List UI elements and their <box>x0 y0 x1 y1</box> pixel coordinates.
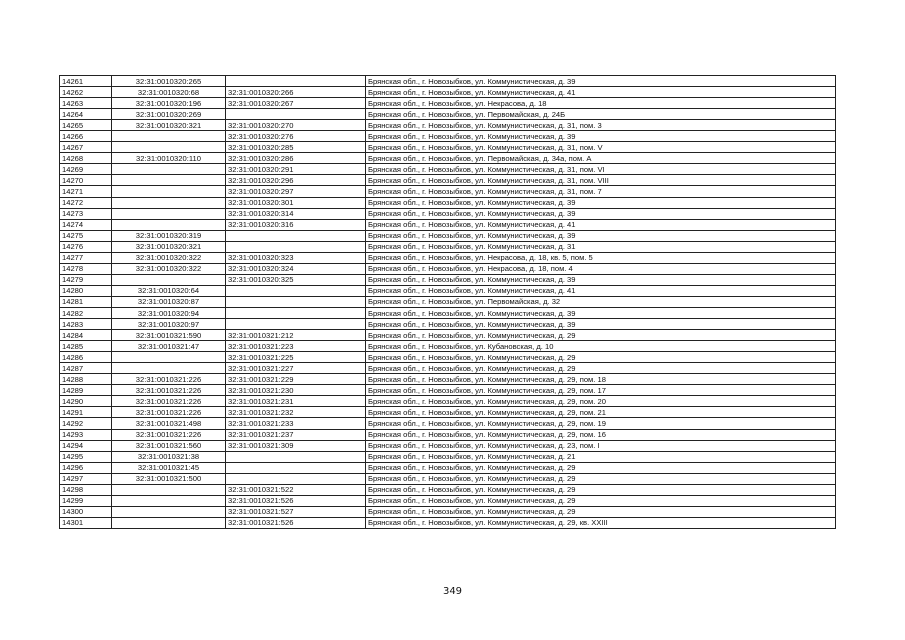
related-cadastral-number-cell: 32:31:0010320:267 <box>226 98 366 109</box>
related-cadastral-number-cell: 32:31:0010320:270 <box>226 120 366 131</box>
row-number-cell: 14273 <box>60 208 112 219</box>
cadastral-number-cell: 32:31:0010320:110 <box>112 153 226 164</box>
table-row <box>60 374 836 385</box>
row-number-cell: 14292 <box>60 418 112 429</box>
cadastral-number-cell: 32:31:0010321:560 <box>112 440 226 451</box>
row-number-cell: 14286 <box>60 352 112 363</box>
address-cell: Брянская обл., г. Новозыбков, ул. Коммунистическая, д. 39 <box>366 208 836 219</box>
row-number-cell: 14263 <box>60 98 112 109</box>
related-cadastral-number-cell: 32:31:0010321:230 <box>226 385 366 396</box>
related-cadastral-number-cell: 32:31:0010321:233 <box>226 418 366 429</box>
table-row <box>60 153 836 164</box>
address-cell: Брянская обл., г. Новозыбков, ул. Коммунистическая, д. 29, пом. 18 <box>366 374 836 385</box>
related-cadastral-number-cell: 32:31:0010321:229 <box>226 374 366 385</box>
row-number-cell: 14294 <box>60 440 112 451</box>
row-number-cell: 14299 <box>60 495 112 506</box>
table-row <box>60 352 836 363</box>
cadastral-number-cell: 32:31:0010320:322 <box>112 252 226 263</box>
table-row <box>60 330 836 341</box>
row-number-cell: 14280 <box>60 285 112 296</box>
address-cell: Брянская обл., г. Новозыбков, ул. Коммунистическая, д. 29, пом. 21 <box>366 407 836 418</box>
table-row <box>60 87 836 98</box>
related-cadastral-number-cell <box>226 285 366 296</box>
cadastral-number-cell <box>112 352 226 363</box>
cadastral-number-cell <box>112 208 226 219</box>
address-cell: Брянская обл., г. Новозыбков, ул. Некрасова, д. 18, пом. 4 <box>366 263 836 274</box>
related-cadastral-number-cell: 32:31:0010320:266 <box>226 87 366 98</box>
row-number-cell: 14264 <box>60 109 112 120</box>
table-row <box>60 440 836 451</box>
address-cell: Брянская обл., г. Новозыбков, ул. Коммунистическая, д. 29 <box>366 495 836 506</box>
row-number-cell: 14297 <box>60 473 112 484</box>
cadastral-number-cell <box>112 363 226 374</box>
cadastral-number-cell: 32:31:0010321:226 <box>112 374 226 385</box>
cadastral-number-cell: 32:31:0010321:500 <box>112 473 226 484</box>
address-cell: Брянская обл., г. Новозыбков, ул. Коммунистическая, д. 39 <box>366 319 836 330</box>
cadastral-number-cell: 32:31:0010321:590 <box>112 330 226 341</box>
cadastral-number-cell <box>112 164 226 175</box>
table-row <box>60 307 836 318</box>
address-cell: Брянская обл., г. Новозыбков, ул. Коммунистическая, д. 29, пом. 16 <box>366 429 836 440</box>
address-cell: Брянская обл., г. Новозыбков, ул. Некрасова, д. 18, кв. 5, пом. 5 <box>366 252 836 263</box>
row-number-cell: 14262 <box>60 87 112 98</box>
cadastral-number-cell <box>112 131 226 142</box>
page-number: 349 <box>442 586 463 597</box>
cadastral-number-cell <box>112 175 226 186</box>
table-row <box>60 230 836 241</box>
row-number-cell: 14270 <box>60 175 112 186</box>
address-cell: Брянская обл., г. Новозыбков, ул. Коммунистическая, д. 39 <box>366 230 836 241</box>
table-row <box>60 396 836 407</box>
related-cadastral-number-cell: 32:31:0010321:526 <box>226 517 366 528</box>
related-cadastral-number-cell: 32:31:0010320:325 <box>226 274 366 285</box>
table-row <box>60 363 836 374</box>
row-number-cell: 14271 <box>60 186 112 197</box>
related-cadastral-number-cell <box>226 109 366 120</box>
related-cadastral-number-cell: 32:31:0010320:324 <box>226 263 366 274</box>
table-row <box>60 484 836 495</box>
cadastral-number-cell: 32:31:0010320:321 <box>112 120 226 131</box>
address-cell: Брянская обл., г. Новозыбков, ул. Коммунистическая, д. 29, кв. XXIII <box>366 517 836 528</box>
row-number-cell: 14266 <box>60 131 112 142</box>
cadastral-number-cell: 32:31:0010320:68 <box>112 87 226 98</box>
row-number-cell: 14279 <box>60 274 112 285</box>
row-number-cell: 14290 <box>60 396 112 407</box>
table-row <box>60 219 836 230</box>
row-number-cell: 14274 <box>60 219 112 230</box>
related-cadastral-number-cell: 32:31:0010320:314 <box>226 208 366 219</box>
cadastral-number-cell: 32:31:0010321:45 <box>112 462 226 473</box>
cadastral-number-cell <box>112 219 226 230</box>
cadastral-number-cell: 32:31:0010320:321 <box>112 241 226 252</box>
address-cell: Брянская обл., г. Новозыбков, ул. Коммунистическая, д. 29, пом. 19 <box>366 418 836 429</box>
address-cell: Брянская обл., г. Новозыбков, ул. Коммунистическая, д. 41 <box>366 285 836 296</box>
address-cell: Брянская обл., г. Новозыбков, ул. Коммунистическая, д. 39 <box>366 197 836 208</box>
table-row <box>60 473 836 484</box>
table-row <box>60 164 836 175</box>
table-row <box>60 252 836 263</box>
table-row <box>60 385 836 396</box>
table-row <box>60 175 836 186</box>
address-cell: Брянская обл., г. Новозыбков, ул. Коммунистическая, д. 31 <box>366 241 836 252</box>
row-number-cell: 14285 <box>60 341 112 352</box>
row-number-cell: 14275 <box>60 230 112 241</box>
address-cell: Брянская обл., г. Новозыбков, ул. Коммунистическая, д. 31, пом. VI <box>366 164 836 175</box>
row-number-cell: 14284 <box>60 330 112 341</box>
cadastral-number-cell <box>112 506 226 517</box>
registry-table-body <box>60 76 836 529</box>
address-cell: Брянская обл., г. Новозыбков, ул. Коммунистическая, д. 23, пом. I <box>366 440 836 451</box>
address-cell: Брянская обл., г. Новозыбков, ул. Коммунистическая, д. 29, пом. 17 <box>366 385 836 396</box>
table-row <box>60 451 836 462</box>
table-row <box>60 341 836 352</box>
row-number-cell: 14289 <box>60 385 112 396</box>
row-number-cell: 14296 <box>60 462 112 473</box>
cadastral-number-cell: 32:31:0010321:226 <box>112 385 226 396</box>
address-cell: Брянская обл., г. Новозыбков, ул. Коммунистическая, д. 39 <box>366 131 836 142</box>
row-number-cell: 14267 <box>60 142 112 153</box>
related-cadastral-number-cell <box>226 307 366 318</box>
related-cadastral-number-cell <box>226 241 366 252</box>
cadastral-number-cell: 32:31:0010321:226 <box>112 396 226 407</box>
row-number-cell: 14277 <box>60 252 112 263</box>
registry-table <box>59 75 836 529</box>
address-cell: Брянская обл., г. Новозыбков, ул. Коммунистическая, д. 39 <box>366 307 836 318</box>
related-cadastral-number-cell: 32:31:0010321:237 <box>226 429 366 440</box>
address-cell: Брянская обл., г. Новозыбков, ул. Коммунистическая, д. 31, пом. 7 <box>366 186 836 197</box>
related-cadastral-number-cell: 32:31:0010321:522 <box>226 484 366 495</box>
table-row <box>60 241 836 252</box>
row-number-cell: 14295 <box>60 451 112 462</box>
related-cadastral-number-cell: 32:31:0010321:232 <box>226 407 366 418</box>
address-cell: Брянская обл., г. Новозыбков, ул. Коммунистическая, д. 29 <box>366 484 836 495</box>
related-cadastral-number-cell <box>226 76 366 87</box>
related-cadastral-number-cell <box>226 462 366 473</box>
related-cadastral-number-cell <box>226 451 366 462</box>
address-cell: Брянская обл., г. Новозыбков, ул. Первомайская, д. 32 <box>366 296 836 307</box>
table-row <box>60 120 836 131</box>
related-cadastral-number-cell: 32:31:0010320:323 <box>226 252 366 263</box>
address-cell: Брянская обл., г. Новозыбков, ул. Коммунистическая, д. 21 <box>366 451 836 462</box>
cadastral-number-cell: 32:31:0010320:87 <box>112 296 226 307</box>
address-cell: Брянская обл., г. Новозыбков, ул. Некрасова, д. 18 <box>366 98 836 109</box>
related-cadastral-number-cell: 32:31:0010321:212 <box>226 330 366 341</box>
cadastral-number-cell <box>112 517 226 528</box>
table-row <box>60 506 836 517</box>
table-row <box>60 429 836 440</box>
cadastral-number-cell: 32:31:0010320:64 <box>112 285 226 296</box>
related-cadastral-number-cell: 32:31:0010321:309 <box>226 440 366 451</box>
table-row <box>60 274 836 285</box>
cadastral-number-cell: 32:31:0010320:319 <box>112 230 226 241</box>
address-cell: Брянская обл., г. Новозыбков, ул. Коммунистическая, д. 31, пом. VIII <box>366 175 836 186</box>
table-row <box>60 495 836 506</box>
row-number-cell: 14300 <box>60 506 112 517</box>
related-cadastral-number-cell: 32:31:0010320:301 <box>226 197 366 208</box>
address-cell: Брянская обл., г. Новозыбков, ул. Кубановская, д. 10 <box>366 341 836 352</box>
cadastral-number-cell: 32:31:0010321:498 <box>112 418 226 429</box>
related-cadastral-number-cell: 32:31:0010321:526 <box>226 495 366 506</box>
row-number-cell: 14293 <box>60 429 112 440</box>
row-number-cell: 14265 <box>60 120 112 131</box>
table-row <box>60 517 836 528</box>
cadastral-number-cell: 32:31:0010320:196 <box>112 98 226 109</box>
cadastral-number-cell: 32:31:0010321:47 <box>112 341 226 352</box>
address-cell: Брянская обл., г. Новозыбков, ул. Коммунистическая, д. 31, пом. 3 <box>366 120 836 131</box>
related-cadastral-number-cell: 32:31:0010321:223 <box>226 341 366 352</box>
address-cell: Брянская обл., г. Новозыбков, ул. Коммунистическая, д. 41 <box>366 87 836 98</box>
table-row <box>60 462 836 473</box>
row-number-cell: 14282 <box>60 307 112 318</box>
related-cadastral-number-cell: 32:31:0010320:276 <box>226 131 366 142</box>
cadastral-number-cell: 32:31:0010320:269 <box>112 109 226 120</box>
address-cell: Брянская обл., г. Новозыбков, ул. Коммунистическая, д. 29 <box>366 363 836 374</box>
cadastral-number-cell <box>112 484 226 495</box>
address-cell: Брянская обл., г. Новозыбков, ул. Коммунистическая, д. 31, пом. V <box>366 142 836 153</box>
table-row <box>60 418 836 429</box>
table-row <box>60 109 836 120</box>
row-number-cell: 14272 <box>60 197 112 208</box>
address-cell: Брянская обл., г. Новозыбков, ул. Коммунистическая, д. 29 <box>366 473 836 484</box>
cadastral-number-cell <box>112 142 226 153</box>
row-number-cell: 14301 <box>60 517 112 528</box>
related-cadastral-number-cell: 32:31:0010320:296 <box>226 175 366 186</box>
cadastral-number-cell <box>112 186 226 197</box>
related-cadastral-number-cell: 32:31:0010320:285 <box>226 142 366 153</box>
related-cadastral-number-cell <box>226 473 366 484</box>
address-cell: Брянская обл., г. Новозыбков, ул. Первомайская, д. 24Б <box>366 109 836 120</box>
row-number-cell: 14283 <box>60 319 112 330</box>
address-cell: Брянская обл., г. Новозыбков, ул. Коммунистическая, д. 29, пом. 20 <box>366 396 836 407</box>
related-cadastral-number-cell <box>226 296 366 307</box>
row-number-cell: 14291 <box>60 407 112 418</box>
related-cadastral-number-cell: 32:31:0010321:225 <box>226 352 366 363</box>
address-cell: Брянская обл., г. Новозыбков, ул. Коммунистическая, д. 39 <box>366 274 836 285</box>
address-cell: Брянская обл., г. Новозыбков, ул. Коммунистическая, д. 41 <box>366 219 836 230</box>
address-cell: Брянская обл., г. Новозыбков, ул. Коммунистическая, д. 29 <box>366 462 836 473</box>
table-row <box>60 76 836 87</box>
related-cadastral-number-cell: 32:31:0010320:286 <box>226 153 366 164</box>
cadastral-number-cell: 32:31:0010320:94 <box>112 307 226 318</box>
table-row <box>60 407 836 418</box>
cadastral-number-cell: 32:31:0010320:265 <box>112 76 226 87</box>
table-row <box>60 319 836 330</box>
related-cadastral-number-cell: 32:31:0010320:297 <box>226 186 366 197</box>
row-number-cell: 14298 <box>60 484 112 495</box>
cadastral-number-cell <box>112 495 226 506</box>
row-number-cell: 14276 <box>60 241 112 252</box>
table-row <box>60 186 836 197</box>
related-cadastral-number-cell: 32:31:0010320:291 <box>226 164 366 175</box>
related-cadastral-number-cell: 32:31:0010321:231 <box>226 396 366 407</box>
address-cell: Брянская обл., г. Новозыбков, ул. Коммунистическая, д. 29 <box>366 506 836 517</box>
cadastral-number-cell: 32:31:0010320:97 <box>112 319 226 330</box>
cadastral-number-cell: 32:31:0010321:38 <box>112 451 226 462</box>
table-row <box>60 98 836 109</box>
table-row <box>60 131 836 142</box>
cadastral-number-cell: 32:31:0010320:322 <box>112 263 226 274</box>
cadastral-number-cell <box>112 197 226 208</box>
address-cell: Брянская обл., г. Новозыбков, ул. Коммунистическая, д. 29 <box>366 330 836 341</box>
row-number-cell: 14261 <box>60 76 112 87</box>
row-number-cell: 14281 <box>60 296 112 307</box>
related-cadastral-number-cell <box>226 319 366 330</box>
cadastral-number-cell: 32:31:0010321:226 <box>112 407 226 418</box>
row-number-cell: 14288 <box>60 374 112 385</box>
related-cadastral-number-cell: 32:31:0010320:316 <box>226 219 366 230</box>
address-cell: Брянская обл., г. Новозыбков, ул. Первомайская, д. 34а, пом. А <box>366 153 836 164</box>
cadastral-number-cell <box>112 274 226 285</box>
table-row <box>60 197 836 208</box>
address-cell: Брянская обл., г. Новозыбков, ул. Коммунистическая, д. 39 <box>366 76 836 87</box>
related-cadastral-number-cell <box>226 230 366 241</box>
row-number-cell: 14268 <box>60 153 112 164</box>
table-row <box>60 142 836 153</box>
related-cadastral-number-cell: 32:31:0010321:527 <box>226 506 366 517</box>
table-row <box>60 296 836 307</box>
address-cell: Брянская обл., г. Новозыбков, ул. Коммунистическая, д. 29 <box>366 352 836 363</box>
table-row <box>60 263 836 274</box>
cadastral-number-cell: 32:31:0010321:226 <box>112 429 226 440</box>
row-number-cell: 14269 <box>60 164 112 175</box>
row-number-cell: 14278 <box>60 263 112 274</box>
table-row <box>60 208 836 219</box>
row-number-cell: 14287 <box>60 363 112 374</box>
related-cadastral-number-cell: 32:31:0010321:227 <box>226 363 366 374</box>
table-row <box>60 285 836 296</box>
